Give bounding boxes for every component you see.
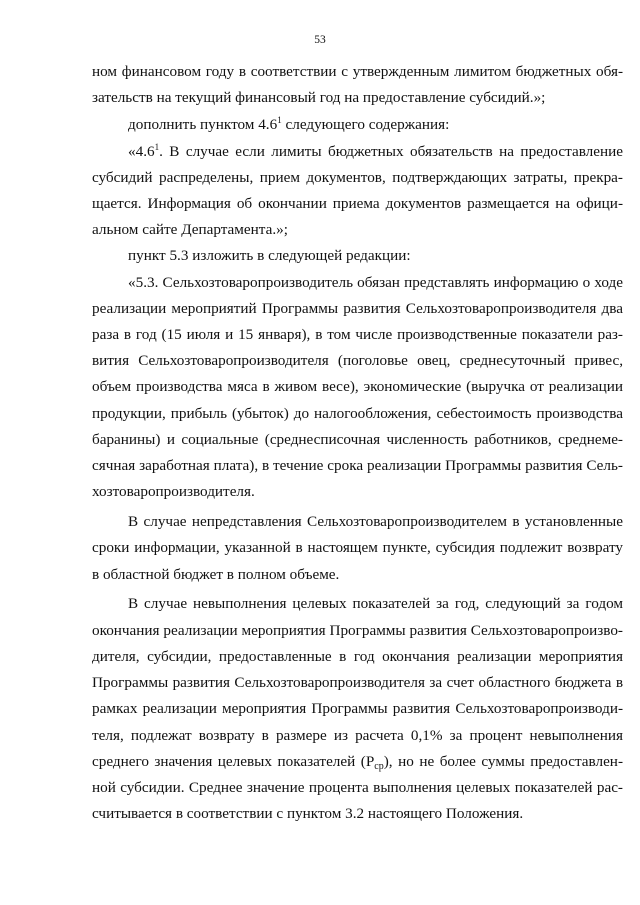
text-line: [128, 143, 623, 161]
text-line: альном сайте Департамента.»;: [92, 221, 288, 238]
text-run: ), но не более суммы предоставлен-: [383, 753, 623, 770]
text-line: зательств на текущий финансовый год на предоставление субсидий.»;: [92, 89, 546, 106]
text-line: теля, подлежат возврату в размере из расчета 0,1% за процент невыполнения: [92, 727, 623, 744]
text-line: продукции, прибыль (убыток) до налогообложения, себестоимость производства: [92, 405, 623, 422]
text-line: баранины) и социальные (среднесписочная численность работников, среднеме-: [92, 431, 623, 448]
text-line: пункт 5.3 изложить в следующей редакции:: [128, 247, 411, 264]
page-number: 53: [314, 34, 326, 46]
text-line: ной субсидии. Среднее значение процента выполнения целевых показателей рас-: [92, 779, 623, 796]
text-line: «5.3. Сельхозтоваропроизводитель обязан представлять информацию о ходе: [128, 274, 623, 291]
text-line: В случае непредставления Сельхозтоваропроизводителем в установленные: [128, 513, 623, 530]
text-line: сроки информации, указанной в настоящем пункте, субсидия подлежит возврату: [92, 539, 623, 556]
text-run: следующего содержания:: [281, 116, 450, 133]
text-line: щается. Информация об окончании приема документов размещается на офици-: [92, 195, 623, 212]
text-run: . В случае если лимиты бюджетных обязательств на предоставление: [159, 143, 623, 160]
text-line: реализации мероприятий Программы развития Сельхозтоваропроизводителя два: [92, 300, 623, 317]
text-run: среднего значения целевых показателей (Р: [92, 753, 375, 770]
text-run: «4.6: [128, 143, 155, 160]
subscript: ср: [374, 761, 384, 772]
text-line: объем производства мяса в живом весе), экономические (выручка от реализации: [92, 378, 623, 395]
text-line: сячная заработная плата), в течение срока реализации Программы развития Сель-: [92, 457, 623, 474]
text-line: Программы развития Сельхозтоваропроизводителя за счет областного бюджета в: [92, 674, 623, 691]
text-line: рамках реализации мероприятия Программы развития Сельхозтоваропроизводи-: [92, 700, 623, 717]
text-line: считывается в соответствии с пунктом 3.2 настоящего Положения.: [92, 805, 524, 822]
text-run: дополнить пунктом 4.6: [128, 116, 278, 133]
text-line: ном финансовом году в соответствии с утвержденным лимитом бюджетных обя-: [92, 63, 623, 80]
text-line: в областной бюджет в полном объеме.: [92, 566, 340, 583]
text-line: раза в год (15 июля и 15 января), в том числе производственные показатели раз-: [92, 326, 623, 343]
superscript: 1: [277, 115, 282, 125]
text-line: окончания реализации мероприятия Программы развития Сельхозтоваропроизво-: [92, 622, 623, 639]
text-line: [92, 753, 623, 771]
text-line: хозтоваропроизводителя.: [92, 483, 255, 500]
superscript: 1: [154, 142, 160, 152]
text-line: дителя, субсидии, предоставленные в год окончания реализации мероприятия: [92, 648, 623, 665]
text-line: [128, 116, 623, 134]
text-line: субсидий распределены, прием документов, подтверждающих затраты, прекра-: [92, 169, 623, 186]
text-line: вития Сельхозтоваропроизводителя (поголовье овец, среднесуточный привес,: [92, 352, 623, 369]
text-line: В случае невыполнения целевых показателей за год, следующий за годом: [128, 595, 623, 612]
